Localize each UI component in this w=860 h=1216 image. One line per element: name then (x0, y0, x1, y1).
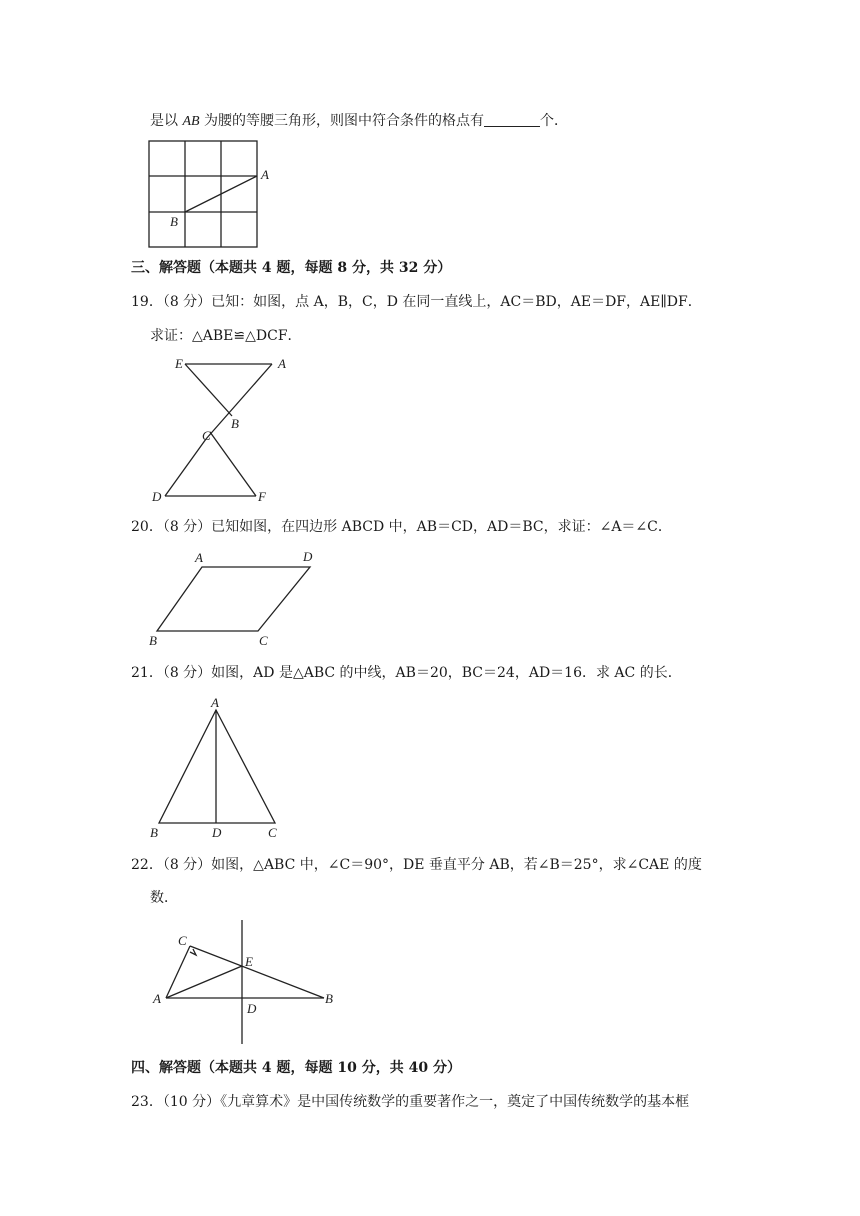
label-d: D (303, 549, 313, 564)
label-b: B (231, 416, 239, 431)
q20-line-1: 20．（8 分）已知如图，在四边形 ABCD 中，AB＝CD，AD＝BC，求证：∠A＝∠C． (131, 519, 672, 535)
label-d: D (247, 1001, 257, 1016)
label-c: C (178, 933, 187, 948)
q18-text (150, 111, 568, 132)
label-d: D (212, 825, 222, 840)
q19-line-2: 求证：△ABE≌△DCF． (150, 328, 302, 344)
label-e: E (175, 356, 183, 371)
label-a: A (261, 167, 269, 182)
label-d: D (152, 489, 162, 504)
q21-line-1: 21．（8 分）如图，AD 是△ABC 的中线，AB＝20，BC＝24，AD＝16．求 AC 的长． (131, 665, 682, 681)
q20-figure (145, 545, 325, 650)
q22-figure (148, 918, 348, 1048)
label-b: B (325, 991, 333, 1006)
q19-figure (148, 352, 288, 504)
q18-text-ab: AB (182, 114, 200, 129)
q18-text-after: 为腰的等腰三角形，则图中符合条件的格点有 (204, 113, 485, 129)
q22-line-1: 22．（8 分）如图，△ABC 中，∠C＝90°，DE 垂直平分 AB，若∠B＝25°，求∠CAE 的度 (131, 857, 702, 873)
label-f: F (258, 489, 266, 504)
label-e: E (245, 954, 253, 969)
section-3-title: 三、解答题（本题共 4 题，每题 8 分，共 32 分） (131, 260, 452, 276)
q18-grid-figure (145, 137, 285, 252)
label-a: A (211, 695, 219, 710)
q22-line-2: 数． (150, 890, 178, 906)
label-c: C (259, 633, 268, 648)
q23-line-1: 23．（10 分）《九章算术》是中国传统数学的重要著作之一，奠定了中国传统数学的基本框 (131, 1094, 690, 1110)
section-4-title: 四、解答题（本题共 4 题，每题 10 分，共 40 分） (131, 1060, 461, 1076)
label-a: A (153, 991, 161, 1006)
label-a: A (278, 356, 286, 371)
label-b: B (170, 214, 178, 229)
grid-lines (149, 141, 257, 247)
label-b: B (149, 633, 157, 648)
q18-text-before: 是以 (150, 113, 178, 129)
q19-line-1: 19．（8 分）已知：如图，点 A，B，C，D 在同一直线上，AC＝BD，AE＝DF，AE∥DF． (131, 294, 702, 310)
answer-blank[interactable] (484, 112, 540, 127)
q18-text-end: 个． (540, 113, 569, 129)
label-b: B (150, 825, 158, 840)
label-c: C (202, 428, 211, 443)
q21-figure (145, 697, 290, 842)
label-c: C (268, 825, 277, 840)
label-a: A (195, 550, 203, 565)
